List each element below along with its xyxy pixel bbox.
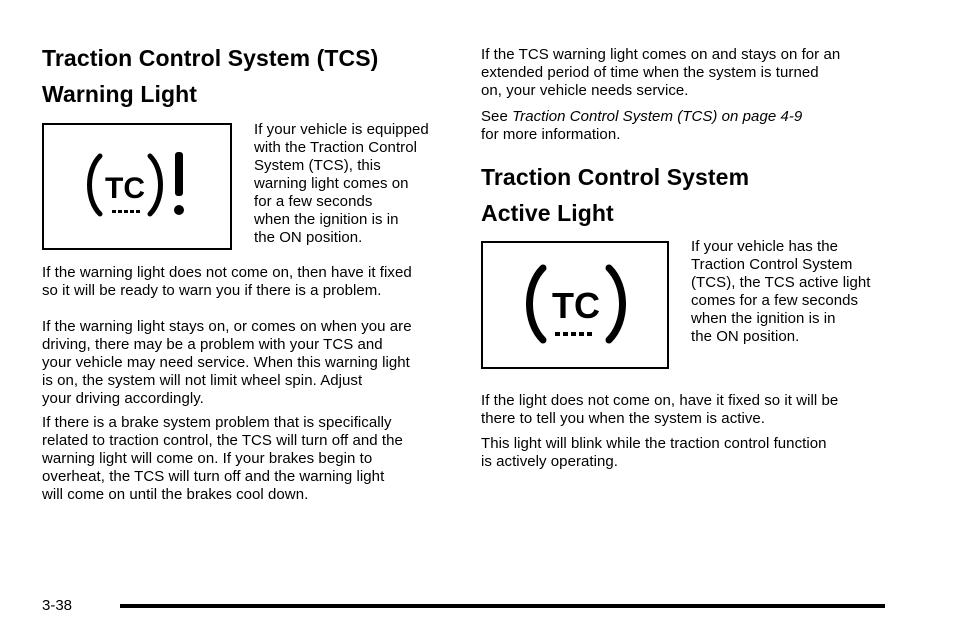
text-line: extended period of time when the system is turned (481, 64, 819, 81)
text-line: If the warning light does not come on, then have it fixed (42, 264, 412, 281)
text-line: If the TCS warning light comes on and stays on for an (481, 46, 841, 63)
text-line: with the Traction Control (254, 139, 417, 156)
text-line: Traction Control System (691, 256, 853, 273)
tcs-warning-para2 (42, 318, 462, 408)
text-line: overheat, the TCS will turn off and the warning light (42, 468, 385, 485)
see-reference (481, 108, 901, 144)
text-line: the ON position. (254, 229, 363, 246)
footer-rule (120, 604, 885, 608)
tcs-active-heading (481, 159, 901, 231)
text-line: System (TCS), this (254, 157, 381, 174)
text-line: driving, there may be a problem with your TCS and (42, 336, 383, 353)
text-line: so it will be ready to warn you if there is a problem. (42, 282, 382, 299)
text-line: for a few seconds (254, 193, 373, 210)
text-line: If your vehicle has the (691, 238, 839, 255)
text-line: warning light comes on (254, 175, 409, 192)
tcs-active-icon-box (481, 241, 669, 369)
tcs-active-para1 (481, 392, 901, 428)
tcs-warning-heading (42, 40, 462, 112)
tcs-active-heading-line2: Active Light (481, 200, 614, 226)
see-reference-link[interactable]: Traction Control System (TCS) on page 4-9 (512, 108, 803, 125)
tcs-warning-para1 (42, 264, 462, 300)
text-line: comes for a few seconds (691, 292, 859, 309)
tcs-active-icon (521, 262, 631, 350)
text-line: on, your vehicle needs service. (481, 82, 689, 99)
tcs-warning-heading-line1: Traction Control System (TCS) (42, 45, 379, 71)
text-line: If the warning light stays on, or comes on when you are (42, 318, 412, 335)
see-prefix: See (481, 108, 513, 125)
page-number: 3-38 (42, 597, 73, 614)
tcs-active-icon-label: TC (552, 285, 600, 326)
tcs-warning-heading-line2: Warning Light (42, 81, 198, 107)
see-reference-line (481, 108, 901, 126)
text-line: This light will blink while the traction control function (481, 435, 827, 452)
tcs-service-para (481, 46, 901, 100)
text-line: related to traction control, the TCS will turn off and the (42, 432, 403, 449)
text-line: is on, the system will not limit wheel spin. Adjust (42, 372, 363, 389)
text-line: If your vehicle is equipped (254, 121, 429, 138)
text-line: If there is a brake system problem that is specifically (42, 414, 392, 431)
tcs-warning-side-text (254, 121, 454, 247)
tcs-warning-para3 (42, 414, 462, 504)
text-line: your vehicle may need service. When this warning light (42, 354, 410, 371)
text-line: (TCS), the TCS active light (691, 274, 871, 291)
text-line: warning light will come on. If your brakes begin to (42, 450, 373, 467)
tcs-active-heading-line1: Traction Control System (481, 164, 750, 190)
tcs-warning-icon-box (42, 123, 232, 250)
see-suffix: for more information. (481, 126, 621, 143)
tcs-warning-icon (84, 148, 194, 228)
tcs-active-side-text (691, 238, 901, 346)
text-line: will come on until the brakes cool down. (42, 486, 309, 503)
text-line: your driving accordingly. (42, 390, 204, 407)
tcs-active-para2 (481, 435, 901, 471)
text-line: there to tell you when the system is active. (481, 410, 765, 427)
text-line: is actively operating. (481, 453, 619, 470)
text-line: when the ignition is in (254, 211, 399, 228)
tcs-warning-icon-label: TC (105, 172, 145, 205)
text-line: the ON position. (691, 328, 800, 345)
text-line: when the ignition is in (691, 310, 836, 327)
text-line: If the light does not come on, have it fixed so it will be (481, 392, 839, 409)
